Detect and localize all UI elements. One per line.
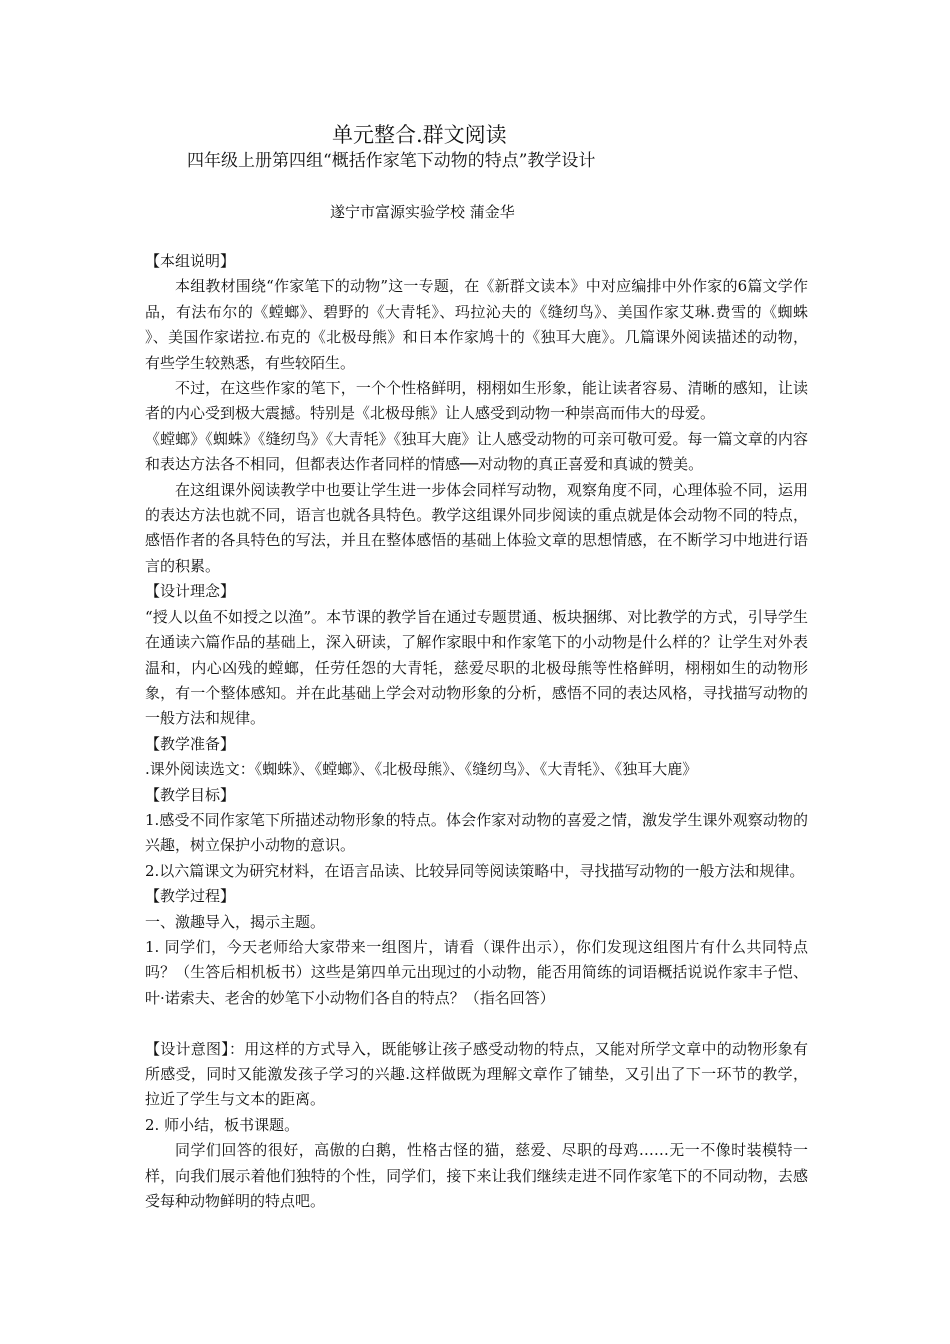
paragraph: 在这组课外阅读教学中也要让学生进一步体会同样写动物，观察角度不同，心理体验不同，运用的表达方法也就不同，语言也就各具特色。教学这组课外同步阅读的重点就是体会动物不同的特点，感悟作者的各具特色的写法，并且在整体感悟的基础上体验文章的思想情感，在不断学习中地进行语言的积累。	[145, 480, 808, 575]
section-heading-concept: 【设计理念】	[145, 582, 236, 601]
document-body	[145, 249, 808, 1214]
paragraph: “授人以鱼不如授之以渔”。本节课的教学旨在通过专题贯通、板块捆绑、对比教学的方式，引导学生在通读六篇作品的基础上，深入研读，了解作家眼中和作家笔下的小动物是什么样的？让学生对外表温和，内心凶残的螳螂，任劳任怨的大青牦，慈爱尽职的北极母熊等性格鲜明，栩栩如生的动物形象，有一个整体感知。并在此基础上学会对动物形象的分析，感悟不同的表达风格，寻找描写动物的一般方法和规律。	[145, 607, 808, 728]
paragraph: 2.以六篇课文为研究材料，在语言品读、比较异同等阅读策略中，寻找描写动物的一般方法和规律。	[145, 861, 805, 880]
paragraph: 【设计意图】：用这样的方式导入，既能够让孩子感受动物的特点，又能对所学文章中的动物形象有所感受，同时又能激发孩子学习的兴趣.这样做既为理解文章作了铺垫，又引出了下一环节的教学，拉近了学生与文本的距离。	[145, 1039, 808, 1109]
paragraph: 不过，在这些作家的笔下，一个个性格鲜明，栩栩如生形象，能让读者容易、清晰的感知，让读者的内心受到极大震撼。特别是《北极母熊》让人感受到动物一种崇高而伟大的母爱。	[145, 379, 808, 423]
section-heading-goals: 【教学目标】	[145, 785, 236, 804]
paragraph: 《螳螂》《蜘蛛》《缝纫鸟》《大青牦》《独耳大鹿》让人感受动物的可亲可敬可爱。每一篇文章的内容和表达方法各不相同，但都表达作者同样的情感──对动物的真正喜爱和真诚的赞美。	[145, 429, 808, 474]
paragraph: 1.感受不同作家笔下所描述动物形象的特点。体会作家对动物的喜爱之情，激发学生课外观察动物的兴趣，树立保护小动物的意识。	[145, 810, 808, 855]
section-heading-group: 【本组说明】	[145, 252, 236, 270]
paragraph: 同学们回答的很好，高傲的白鹅，性格古怪的猫，慈爱、尽职的母鸡……无一不像时装模特一样，向我们展示着他们独特的个性，同学们，接下来让我们继续走进不同作家笔下的不同动物，去感受每种动物鲜明的特点吧。	[145, 1141, 808, 1211]
paragraph: 一、激趣导入，揭示主题。	[145, 912, 326, 931]
section-heading-process: 【教学过程】	[145, 887, 236, 906]
document-title: 单元整合.群文阅读	[332, 123, 507, 147]
paragraph: 1. 同学们，今天老师给大家带来一组图片，请看（课件出示），你们发现这组图片有什么共同特点吗？（生答后相机板书）这些是第四单元出现过的小动物，能否用简练的词语概括说说作家丰子恺、叶·诺索夫、老舍的妙笔下小动物们各自的特点？（指名回答）	[145, 937, 808, 1007]
blank-line	[145, 1011, 808, 1036]
paragraph: .课外阅读选文：《蜘蛛》、《螳螂》、《北极母熊》、《缝纫鸟》、《大青牦》、《独耳大鹿》	[145, 760, 698, 779]
author-line: 遂宁市富源实验学校 蒲金华	[330, 203, 515, 221]
document-subtitle: 四年级上册第四组“概括作家笔下动物的特点”教学设计	[187, 151, 596, 171]
paragraph: 2. 师小结，板书课题。	[145, 1115, 300, 1134]
paragraph: 本组教材围绕“作家笔下的动物”这一专题，在《新群文读本》中对应编排中外作家的6篇文学作品，有法布尔的《螳螂》、碧野的《大青牦》、玛拉沁夫的《缝纫鸟》、美国作家艾琳.费雪的《蜘蛛 》、美国作家诺拉.布克的《北极母熊》和日本作家鸠十的《独耳大鹿》。几篇课外阅读描述的动物，有些学生较熟悉，有些较陌生。	[145, 277, 808, 372]
section-heading-prep: 【教学准备】	[145, 734, 236, 753]
